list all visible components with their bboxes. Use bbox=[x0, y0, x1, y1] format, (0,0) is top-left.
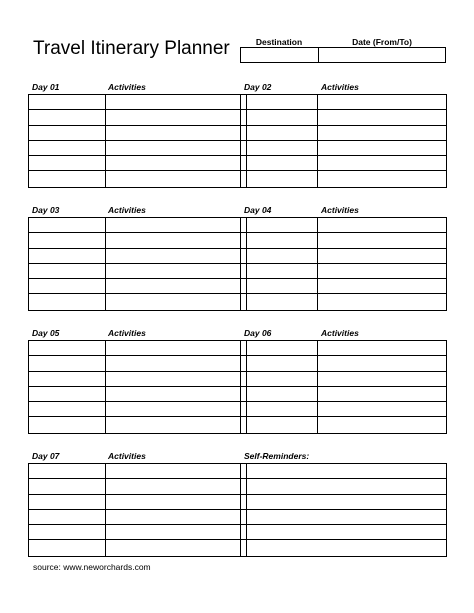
activity-cell[interactable] bbox=[318, 387, 446, 401]
time-cell[interactable] bbox=[29, 249, 106, 263]
table-row bbox=[29, 525, 246, 540]
table-row bbox=[241, 218, 446, 233]
header-fields bbox=[240, 47, 446, 63]
table-row bbox=[29, 126, 246, 141]
time-cell[interactable] bbox=[29, 402, 106, 416]
activities-label: Activities bbox=[321, 328, 359, 338]
date-label: Date (From/To) bbox=[352, 37, 412, 47]
table-row bbox=[241, 479, 446, 494]
table-row bbox=[29, 464, 246, 479]
activity-cell[interactable] bbox=[318, 171, 446, 186]
reminders-table bbox=[240, 463, 447, 557]
activity-cell[interactable] bbox=[106, 249, 246, 263]
activity-cell[interactable] bbox=[318, 356, 446, 370]
table-row bbox=[29, 279, 246, 294]
table-row bbox=[29, 249, 246, 264]
time-cell[interactable] bbox=[241, 233, 318, 247]
activity-cell[interactable] bbox=[318, 417, 446, 432]
activity-cell[interactable] bbox=[318, 279, 446, 293]
activity-cell[interactable] bbox=[106, 387, 246, 401]
time-cell[interactable] bbox=[29, 294, 106, 309]
activity-cell[interactable] bbox=[106, 294, 246, 309]
table-row bbox=[241, 495, 446, 510]
activity-cell[interactable] bbox=[106, 540, 246, 555]
table-row bbox=[241, 540, 446, 555]
day-label: Day 01 bbox=[32, 82, 60, 92]
activity-cell[interactable] bbox=[106, 264, 246, 278]
activity-cell[interactable] bbox=[106, 95, 246, 109]
activity-cell[interactable] bbox=[318, 402, 446, 416]
table-row bbox=[241, 126, 446, 141]
time-cell[interactable] bbox=[29, 233, 106, 247]
activity-cell[interactable] bbox=[106, 218, 246, 232]
day-07-table bbox=[28, 463, 247, 557]
time-cell[interactable] bbox=[241, 417, 318, 432]
table-row bbox=[241, 249, 446, 264]
time-cell[interactable] bbox=[29, 510, 106, 524]
header-labels bbox=[240, 37, 447, 47]
table-row bbox=[241, 464, 446, 479]
activity-cell[interactable] bbox=[106, 510, 246, 524]
activity-cell[interactable] bbox=[106, 156, 246, 170]
reminder-cell[interactable] bbox=[241, 510, 446, 524]
time-cell[interactable] bbox=[29, 156, 106, 170]
reminder-cell[interactable] bbox=[241, 525, 446, 539]
table-row bbox=[29, 218, 246, 233]
activity-cell[interactable] bbox=[106, 417, 246, 432]
table-row bbox=[29, 264, 246, 279]
day-label: Day 02 bbox=[244, 82, 272, 92]
time-cell[interactable] bbox=[29, 218, 106, 232]
table-row bbox=[29, 156, 246, 171]
reminder-cell[interactable] bbox=[241, 540, 446, 555]
time-cell[interactable] bbox=[29, 279, 106, 293]
day-label: Day 03 bbox=[32, 205, 60, 215]
activities-label: Activities bbox=[321, 82, 359, 92]
table-row bbox=[29, 95, 246, 110]
activities-label: Activities bbox=[321, 205, 359, 215]
activities-label: Activities bbox=[108, 328, 146, 338]
day-06-table bbox=[240, 340, 447, 434]
table-row bbox=[29, 387, 246, 402]
activity-cell[interactable] bbox=[106, 171, 246, 186]
activities-label: Activities bbox=[108, 205, 146, 215]
table-row bbox=[241, 341, 446, 356]
activity-cell[interactable] bbox=[318, 372, 446, 386]
activity-cell[interactable] bbox=[106, 372, 246, 386]
time-cell[interactable] bbox=[29, 417, 106, 432]
activity-cell[interactable] bbox=[106, 525, 246, 539]
time-cell[interactable] bbox=[241, 110, 318, 124]
time-cell[interactable] bbox=[241, 372, 318, 386]
table-row bbox=[241, 510, 446, 525]
activity-cell[interactable] bbox=[106, 279, 246, 293]
activity-cell[interactable] bbox=[106, 356, 246, 370]
activity-cell[interactable] bbox=[318, 141, 446, 155]
table-row bbox=[29, 110, 246, 125]
time-cell[interactable] bbox=[29, 464, 106, 478]
activity-cell[interactable] bbox=[106, 495, 246, 509]
activity-cell[interactable] bbox=[318, 249, 446, 263]
table-row bbox=[29, 402, 246, 417]
time-cell[interactable] bbox=[241, 171, 318, 186]
activity-cell[interactable] bbox=[106, 402, 246, 416]
activity-cell[interactable] bbox=[106, 141, 246, 155]
activity-cell[interactable] bbox=[318, 126, 446, 140]
time-cell[interactable] bbox=[241, 264, 318, 278]
table-row bbox=[29, 356, 246, 371]
activity-cell[interactable] bbox=[318, 341, 446, 355]
time-cell[interactable] bbox=[29, 141, 106, 155]
time-cell[interactable] bbox=[241, 294, 318, 309]
day-02-block bbox=[240, 82, 447, 188]
reminder-cell[interactable] bbox=[241, 479, 446, 493]
time-cell[interactable] bbox=[241, 126, 318, 140]
table-row bbox=[241, 525, 446, 540]
table-row bbox=[241, 110, 446, 125]
activity-cell[interactable] bbox=[318, 233, 446, 247]
time-cell[interactable] bbox=[241, 95, 318, 109]
table-row bbox=[241, 95, 446, 110]
destination-label: Destination bbox=[255, 37, 303, 47]
time-cell[interactable] bbox=[29, 540, 106, 555]
activity-cell[interactable] bbox=[318, 218, 446, 232]
time-cell[interactable] bbox=[241, 141, 318, 155]
table-row bbox=[241, 417, 446, 432]
table-row bbox=[241, 279, 446, 294]
time-cell[interactable] bbox=[241, 218, 318, 232]
activities-label: Activities bbox=[108, 451, 146, 461]
activity-cell[interactable] bbox=[106, 479, 246, 493]
table-row bbox=[29, 495, 246, 510]
day-label: Day 05 bbox=[32, 328, 60, 338]
table-row bbox=[29, 479, 246, 494]
day-label: Day 06 bbox=[244, 328, 272, 338]
table-row bbox=[29, 171, 246, 186]
table-row bbox=[241, 141, 446, 156]
time-cell[interactable] bbox=[241, 279, 318, 293]
table-row bbox=[29, 341, 246, 356]
table-row bbox=[29, 510, 246, 525]
table-row bbox=[241, 372, 446, 387]
time-cell[interactable] bbox=[29, 525, 106, 539]
table-row bbox=[241, 356, 446, 371]
source-note: source: www.neworchards.com bbox=[33, 562, 151, 572]
activity-cell[interactable] bbox=[106, 464, 246, 478]
table-row bbox=[29, 141, 246, 156]
time-cell[interactable] bbox=[241, 387, 318, 401]
activity-cell[interactable] bbox=[318, 294, 446, 309]
time-cell[interactable] bbox=[29, 356, 106, 370]
table-row bbox=[241, 402, 446, 417]
time-cell[interactable] bbox=[29, 495, 106, 509]
activity-cell[interactable] bbox=[318, 264, 446, 278]
reminders-label: Self-Reminders: bbox=[244, 451, 310, 461]
time-cell[interactable] bbox=[29, 95, 106, 109]
day-07-block bbox=[28, 451, 247, 557]
day-label: Day 04 bbox=[244, 205, 272, 215]
day-04-table bbox=[240, 217, 447, 311]
time-cell[interactable] bbox=[29, 171, 106, 186]
destination-field[interactable] bbox=[241, 48, 319, 62]
time-cell[interactable] bbox=[241, 356, 318, 370]
day-02-table bbox=[240, 94, 447, 188]
activity-cell[interactable] bbox=[318, 110, 446, 124]
time-cell[interactable] bbox=[29, 479, 106, 493]
day-03-table bbox=[28, 217, 247, 311]
time-cell[interactable] bbox=[241, 341, 318, 355]
time-cell[interactable] bbox=[29, 387, 106, 401]
reminder-cell[interactable] bbox=[241, 464, 446, 478]
table-row bbox=[241, 387, 446, 402]
time-cell[interactable] bbox=[29, 126, 106, 140]
time-cell[interactable] bbox=[29, 110, 106, 124]
activity-cell[interactable] bbox=[318, 156, 446, 170]
activity-cell[interactable] bbox=[106, 233, 246, 247]
day-01-table bbox=[28, 94, 247, 188]
time-cell[interactable] bbox=[29, 264, 106, 278]
table-row bbox=[241, 264, 446, 279]
day-05-block bbox=[28, 328, 247, 434]
page-title: Travel Itinerary Planner bbox=[33, 38, 230, 59]
table-row bbox=[241, 171, 446, 186]
activities-label: Activities bbox=[108, 82, 146, 92]
table-row bbox=[241, 156, 446, 171]
table-row bbox=[29, 294, 246, 309]
table-row bbox=[29, 233, 246, 248]
date-field[interactable] bbox=[319, 48, 445, 62]
day-04-block bbox=[240, 205, 447, 311]
day-05-table bbox=[28, 340, 247, 434]
activity-cell[interactable] bbox=[106, 126, 246, 140]
reminders-block bbox=[240, 451, 447, 557]
time-cell[interactable] bbox=[29, 341, 106, 355]
table-row bbox=[29, 417, 246, 432]
table-row bbox=[29, 540, 246, 555]
table-row bbox=[241, 233, 446, 248]
time-cell[interactable] bbox=[241, 156, 318, 170]
time-cell[interactable] bbox=[29, 372, 106, 386]
day-01-block bbox=[28, 82, 247, 188]
table-row bbox=[29, 372, 246, 387]
time-cell[interactable] bbox=[241, 249, 318, 263]
activity-cell[interactable] bbox=[106, 341, 246, 355]
reminder-cell[interactable] bbox=[241, 495, 446, 509]
table-row bbox=[241, 294, 446, 309]
time-cell[interactable] bbox=[241, 402, 318, 416]
day-03-block bbox=[28, 205, 247, 311]
activity-cell[interactable] bbox=[318, 95, 446, 109]
activity-cell[interactable] bbox=[106, 110, 246, 124]
day-06-block bbox=[240, 328, 447, 434]
day-label: Day 07 bbox=[32, 451, 60, 461]
